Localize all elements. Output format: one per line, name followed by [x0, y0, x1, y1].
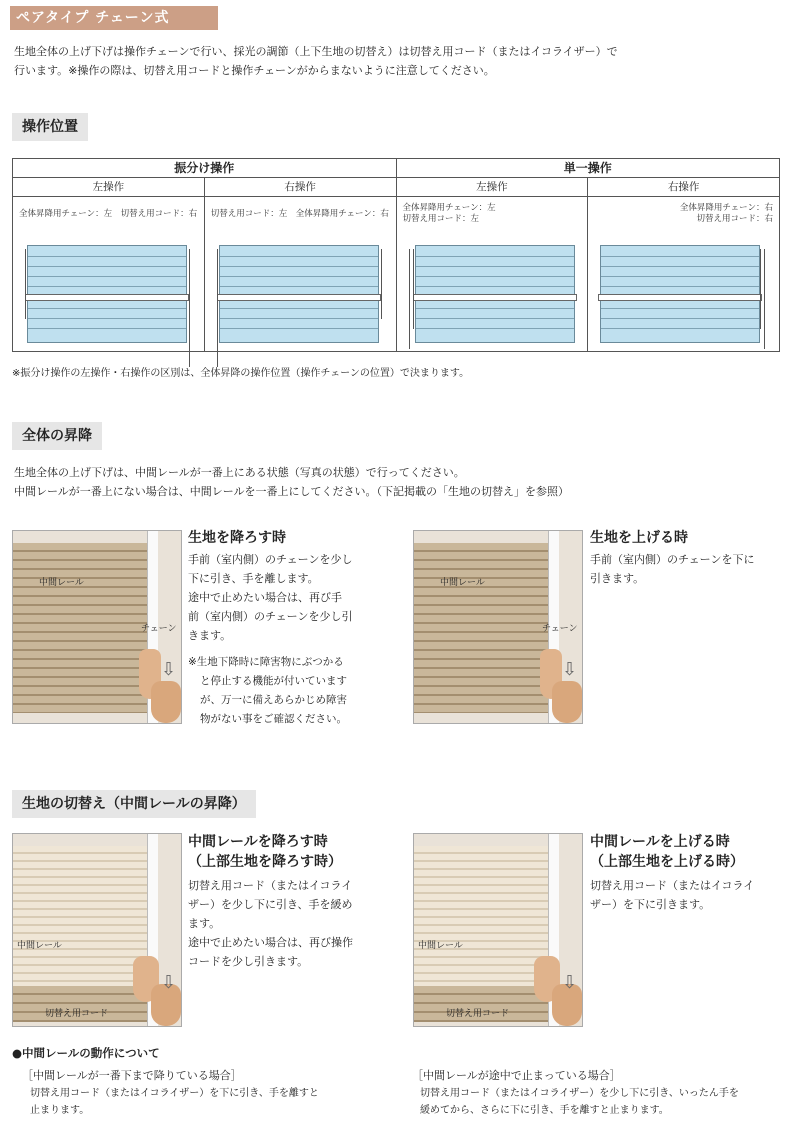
col-left-operation: 左操作	[13, 178, 205, 197]
label-middle-rail: 中間レール	[17, 941, 62, 951]
section2-line-1: 生地全体の上げ下げは、中間レールが一番上にある状態（写真の状態）で行ってください。	[14, 466, 465, 479]
group-single-operation: 単一操作	[396, 159, 780, 178]
text-line: 手前（室内側）のチェーンを少し	[188, 553, 353, 566]
text-line: 手前（室内側）のチェーンを下に	[590, 553, 755, 566]
section2-line-2: 中間レールが一番上にない場合は、中間レールを一番上にしてください。（下記掲載の「生地の切替え」を参照）	[14, 485, 570, 498]
cell-label: 全体昇降用チェーン：左 切替え用コード：右	[19, 209, 198, 219]
text-line: 止まります。	[30, 1105, 90, 1116]
label-middle-rail: 中間レール	[418, 941, 463, 951]
cell-label: 切替え用コード：右	[696, 214, 773, 224]
section-heading-operation-position: 操作位置	[12, 113, 88, 141]
cell-label: 切替え用コード：左 全体昇降用チェーン：右	[210, 209, 389, 219]
photo-lower-middle-rail	[12, 833, 182, 1027]
cell-label: 全体昇降用チェーン：左	[402, 203, 496, 213]
text-line: コードを少し引きます。	[188, 955, 309, 968]
text-line: 切替え用コード（またはイコライザー）を少し下に引き、いったん手を	[420, 1088, 739, 1099]
text-line: ます。	[188, 917, 221, 930]
text-line: 下に引き、手を離します。	[188, 572, 319, 585]
case-midway	[412, 1066, 787, 1119]
page-title: ペアタイプ チェーン式	[10, 6, 218, 30]
arrow-down-icon: ⇩	[161, 972, 177, 993]
raise-middle-rail-title: 中間レールを上げる時	[590, 834, 730, 850]
blind-diagram	[600, 245, 760, 343]
label-chain: チェーン	[542, 624, 578, 634]
text-line: ザー）を下に引きます。	[590, 898, 711, 911]
text-line: 切替え用コード（またはイコライ	[188, 879, 353, 892]
lower-middle-rail-subtitle: （上部生地を降ろす時）	[188, 854, 342, 870]
arrow-down-icon: ⇩	[161, 659, 177, 680]
cell-single-left	[397, 197, 588, 351]
cell-label: 全体昇降用チェーン：右	[679, 203, 773, 213]
text-line: 途中で止めたい場合は、再び手	[188, 591, 342, 604]
case2-title: ［中間レールが途中で止まっている場合］	[412, 1069, 621, 1082]
label-middle-rail: 中間レール	[440, 578, 485, 588]
text-line: 切替え用コード（またはイコライザー）を下に引き、手を離すと	[30, 1088, 319, 1099]
group-split-operation: 振分け操作	[13, 159, 397, 178]
text-line: 切替え用コード（またはイコライ	[590, 879, 755, 892]
lower-fabric-block	[188, 528, 388, 729]
note-line: が、万一に備えあらかじめ障害	[200, 694, 347, 706]
raise-middle-rail-subtitle: （上部生地を上げる時）	[590, 854, 744, 870]
photo-lower-fabric	[12, 530, 182, 724]
raise-middle-rail-block	[590, 832, 785, 914]
note-line: と停止する機能が付いています	[200, 675, 347, 687]
photo-raise-middle-rail	[413, 833, 583, 1027]
section2-body	[14, 463, 784, 501]
chain-cord	[764, 249, 765, 349]
label-middle-rail: 中間レール	[39, 578, 84, 588]
switch-cord	[413, 249, 414, 329]
blind-diagram	[415, 245, 575, 343]
lower-middle-rail-block	[188, 832, 388, 971]
case1-title: ［中間レールが一番下まで降りている場合］	[22, 1069, 242, 1082]
section-heading-fabric-switch: 生地の切替え（中間レールの昇降）	[12, 790, 256, 818]
text-line: 緩めてから、さらに下に引き、手を離すと止まります。	[420, 1105, 669, 1116]
case-bottom	[22, 1066, 392, 1119]
intro-line-1: 生地全体の上げ下げは操作チェーンで行い、採光の調節（上下生地の切替え）は切替え用コード（またはイコライザー）で	[14, 45, 618, 58]
cell-split-left	[13, 197, 204, 351]
text-line: 前（室内側）のチェーンを少し引	[188, 610, 353, 623]
blind-diagram	[27, 245, 187, 343]
intro-text	[14, 42, 784, 80]
photo-raise-fabric	[413, 530, 583, 724]
cell-split-right	[205, 197, 396, 351]
blind-diagram	[219, 245, 379, 343]
raise-fabric-block	[590, 528, 785, 588]
chain-cord	[25, 249, 26, 319]
section-heading-full-raise-lower: 全体の昇降	[12, 422, 102, 450]
text-line: ザー）を少し下に引き、手を緩め	[188, 898, 353, 911]
col-right-operation: 右操作	[588, 178, 780, 197]
note-line: 物がない事をご確認ください。	[200, 713, 347, 725]
chain-cord	[381, 249, 382, 319]
cell-label: 切替え用コード：左	[402, 214, 480, 224]
cell-single-right	[588, 197, 779, 351]
label-switch-cord: 切替え用コード	[446, 1009, 510, 1019]
text-line: きます。	[188, 629, 232, 642]
text-line: 途中で止めたい場合は、再び操作	[188, 936, 353, 949]
lower-middle-rail-title: 中間レールを降ろす時	[188, 834, 328, 850]
label-chain: チェーン	[141, 624, 177, 634]
chain-cord	[409, 249, 410, 349]
label-switch-cord: 切替え用コード	[45, 1009, 109, 1019]
switch-cord	[760, 249, 761, 329]
raise-fabric-title: 生地を上げる時	[590, 530, 688, 546]
arrow-down-icon: ⇩	[562, 972, 578, 993]
col-right-operation: 右操作	[204, 178, 396, 197]
operation-note: ※振分け操作の左操作・右操作の区別は、全体昇降の操作位置（操作チェーンの位置）で決まります。	[12, 368, 470, 379]
note-line: ※生地下降時に障害物にぶつかる	[188, 656, 344, 668]
arrow-down-icon: ⇩	[562, 659, 578, 680]
col-left-operation: 左操作	[396, 178, 588, 197]
switch-cord	[217, 249, 218, 367]
operation-position-table	[12, 158, 780, 352]
lower-fabric-title: 生地を降ろす時	[188, 530, 286, 546]
switch-cord	[189, 249, 190, 367]
text-line: 引きます。	[590, 572, 645, 585]
intro-line-2: 行います。※操作の際は、切替え用コードと操作チェーンがからまないように注意してください。	[14, 64, 495, 77]
middle-rail-operation-heading: ●中間レールの動作について	[12, 1046, 160, 1060]
